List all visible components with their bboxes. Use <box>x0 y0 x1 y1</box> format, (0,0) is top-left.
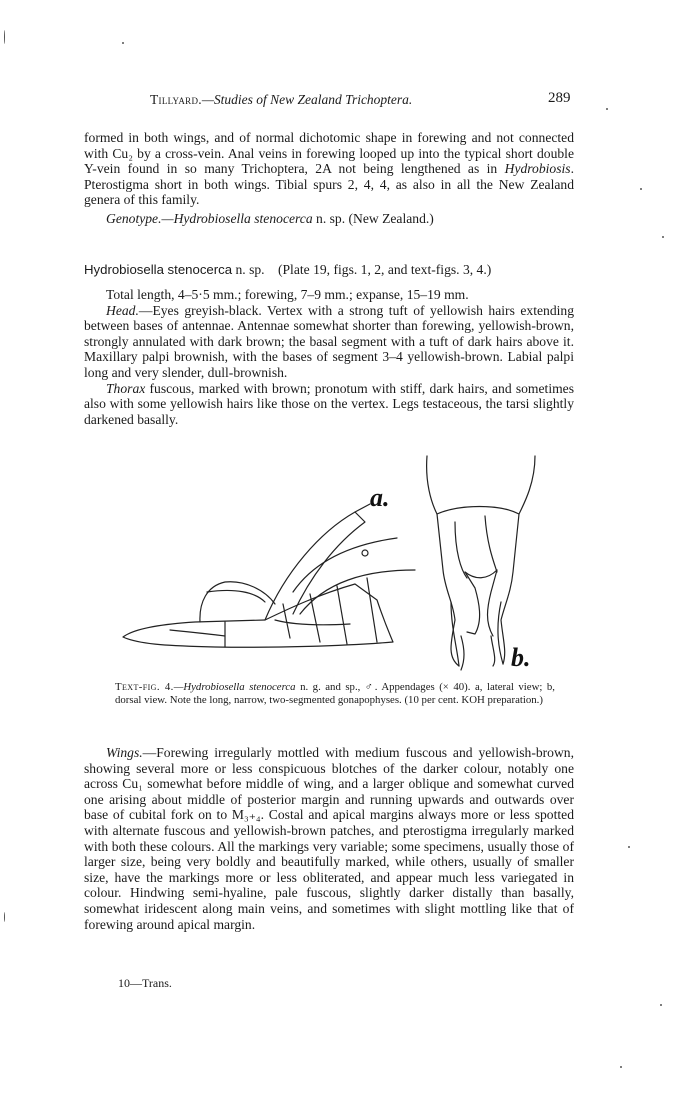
scan-speck <box>662 236 664 238</box>
genotype-rest: n. sp. (New Zealand.) <box>312 210 434 226</box>
measurements: Total length, 4–5·5 mm.; forewing, 7–9 mm.; expanse, 15–19 mm. <box>106 287 469 302</box>
scan-speck <box>628 846 630 848</box>
head-label: Head. <box>106 302 139 318</box>
thorax-text: fuscous, marked with brown; pronotum with stiff, dark hairs, and sometimes also with some yellowish hairs like those on the vertex. Legs testaceous, the tarsi slightly darkened basally. <box>84 380 574 427</box>
intro-text-2: . Pterostigma short in both wings. Tibial spurs 2, 4, 4, as also in all the New Zealand genera of this family. <box>84 161 574 208</box>
scan-speck <box>122 42 124 44</box>
figure-label-a: a. <box>370 483 390 512</box>
lateral-view-outline <box>123 584 393 647</box>
intro-text: formed in both wings, and of normal dichotomic shape in forewing and not connected with Cu₂ by a cross-vein. Anal veins in forewing looped up into the typical short double Y-vein found in so many Trichoptera, 2A not being lengthened as in <box>84 130 574 177</box>
caption-label: Text-fig. 4. <box>115 681 174 693</box>
caption-text: n. g. and sp., ♂. Appendages (× 40). a, lateral view; b, dorsal view. Note the long, narrow, two-segmented gonapophyses. (10 per cent. KOH preparation.) <box>115 681 555 706</box>
figure-caption <box>115 681 555 706</box>
wings-label: Wings. <box>106 745 143 760</box>
scan-speck <box>620 1066 622 1068</box>
scan-speck <box>640 188 642 190</box>
species-name: Hydrobiosella stenocerca <box>84 262 233 277</box>
scan-speck <box>660 1004 662 1006</box>
intro-paragraph <box>84 130 574 227</box>
text-figure-4 <box>115 452 555 682</box>
footer-signature: 10—Trans. <box>118 976 172 990</box>
thorax-label: Thorax <box>106 380 146 396</box>
wings-text: —Forewing irregularly mottled with medium fuscous and yellowish-brown, showing several more or less conspicuous blotches of the darker colour, notably one across Cu₁ somewhat before middle of wing, and a larger oblique and somewhat curved one arising about middle of posterior margin and running upwards and outwards over base of cubital fork on to M₃₊₄. Costal and apical margins always more or less spotted with alternate fuscous and yellowish-brown patches, and pterostigma irregularly marked with both these colours. All the markings very variable; some specimens, usually those of larger size, being very boldly and beautifully marked, while others, usually of smaller size, have the markings more or less obliterated, and appear much less variegated in colour. Hindwing semi-hyaline, pale fuscous, slightly darker distally than basally, somewhat iridescent along main veins, and sometimes with slight mottling like that of forewing around apical margin. <box>84 745 574 932</box>
running-head-title: —Studies of New Zealand Trichoptera. <box>201 92 413 107</box>
figure-label-b: b. <box>511 643 531 672</box>
wings-paragraph <box>84 745 574 932</box>
running-head <box>150 92 570 108</box>
scan-speck <box>606 108 608 110</box>
caption-name: —Hydrobiosella stenocerca <box>173 681 296 693</box>
figure-drawing <box>115 452 555 682</box>
description <box>84 287 574 427</box>
species-suffix: n. sp. <box>232 262 265 277</box>
species-reference: (Plate 19, figs. 1, 2, and text-figs. 3, 4.) <box>277 262 492 277</box>
page-number: 289 <box>548 90 571 106</box>
scan-speck <box>4 30 5 44</box>
running-head-author: Tillyard. <box>150 92 202 107</box>
scan-speck <box>4 912 5 922</box>
genotype-label: Genotype. <box>106 210 162 226</box>
head-text: —Eyes greyish-black. Vertex with a strong tuft of yellowish hairs extending between bases of antennae. Antennae somewhat shorter than forewing, yellowish-brown, strongly annulated with dark brown; the basal segment with a tuft of dark hairs above it. Maxillary palpi brownish, with the bases of segment 3–4 yellowish-brown. Labial palpi long and very slender, dull-brownish. <box>84 302 574 380</box>
genus-reference: Hydrobiosis <box>504 161 571 177</box>
genotype-name: —Hydrobiosella stenocerca <box>161 210 313 226</box>
species-heading <box>84 262 584 278</box>
